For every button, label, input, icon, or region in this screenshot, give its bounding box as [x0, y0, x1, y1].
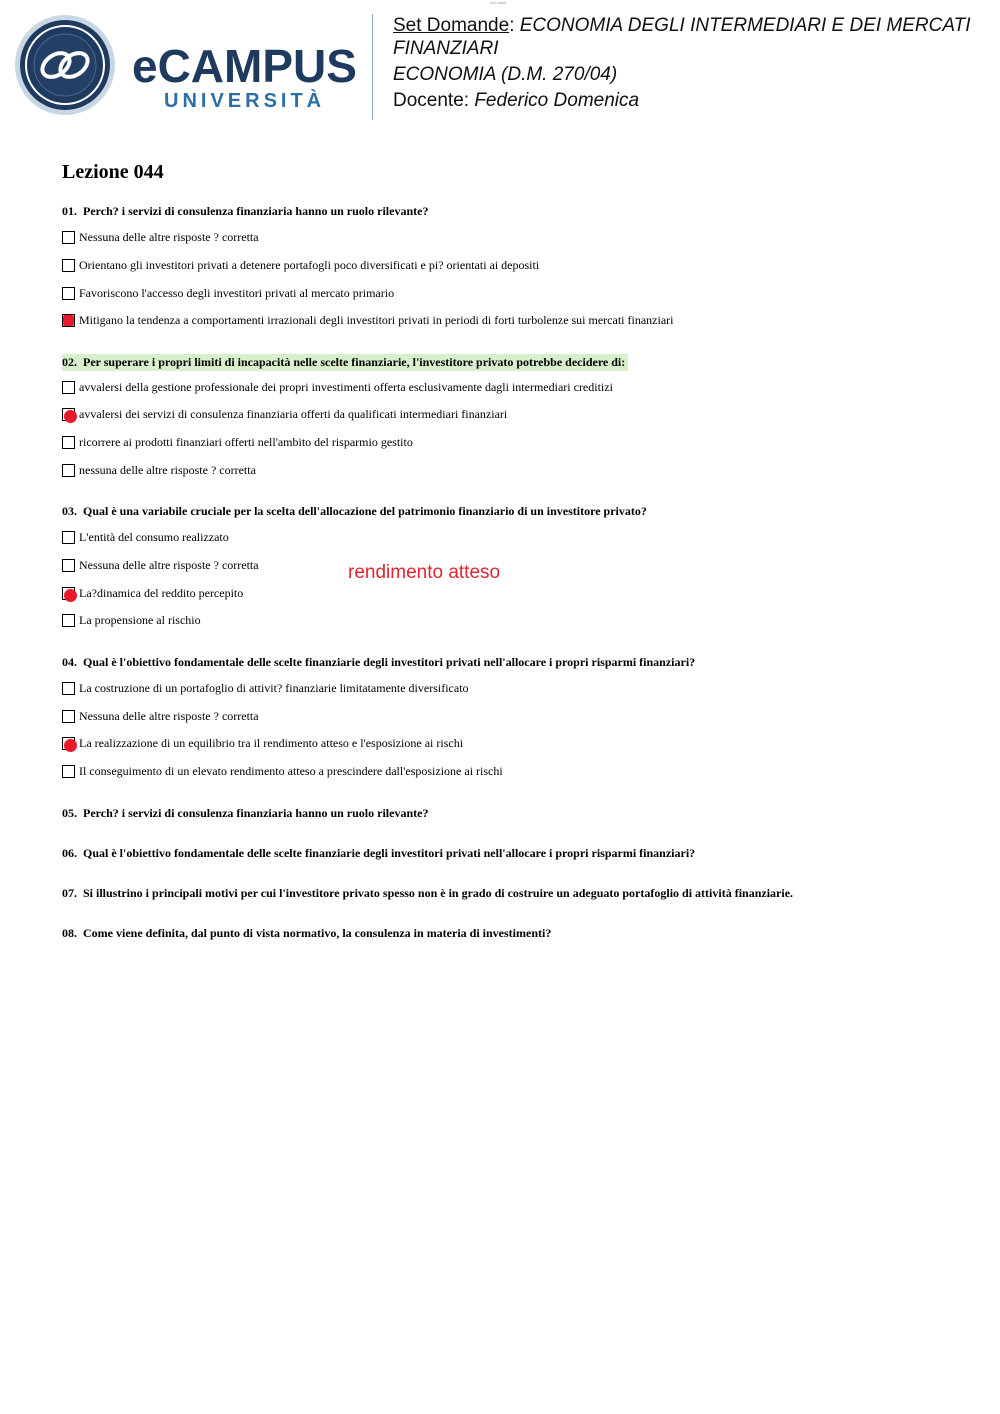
question-number: 07.: [62, 886, 77, 900]
question-number: 02.: [62, 355, 77, 369]
answer-text: Orientano gli investitori privati a detenere portafogli poco diversificati e pi? orientati ai depositi: [79, 257, 540, 272]
ecampus-logo: [14, 14, 359, 116]
answer-text: La realizzazione di un equilibrio tra il rendimento atteso e l'esposizione ai rischi: [79, 735, 464, 750]
checkbox-empty[interactable]: [62, 436, 75, 449]
answer-option[interactable]: [62, 434, 413, 450]
answer-text: Nessuna delle altre risposte ? corretta: [79, 557, 259, 572]
question-01: [62, 204, 428, 219]
answer-option[interactable]: [62, 406, 507, 422]
question-text: Come viene definita, dal punto di vista normativo, la consulenza in materia di investimenti?: [83, 926, 552, 940]
answer-option[interactable]: [62, 735, 463, 751]
answer-text: La?dinamica del reddito percepito: [79, 585, 244, 600]
answer-option[interactable]: [62, 257, 539, 273]
answer-option[interactable]: [62, 379, 613, 395]
teacher-name: Federico Domenica: [474, 90, 640, 111]
answer-option[interactable]: [62, 462, 256, 478]
answer-option[interactable]: [62, 708, 259, 724]
question-text: Qual è l'obiettivo fondamentale delle scelte finanziarie degli investitori privati nell'allocare i propri risparmi finanziari?: [83, 655, 696, 669]
teacher-label: Docente:: [393, 90, 475, 111]
answer-text: Nessuna delle altre risposte ? corretta: [79, 229, 259, 244]
lesson-title: Lezione 044: [62, 161, 164, 183]
question-number: 04.: [62, 655, 77, 669]
answer-option[interactable]: [62, 229, 259, 245]
answer-option[interactable]: [62, 612, 201, 628]
checkbox-empty[interactable]: [62, 614, 75, 627]
question-text: Perch? i servizi di consulenza finanziaria hanno un ruolo rilevante?: [83, 204, 429, 218]
checkbox-empty[interactable]: [62, 231, 75, 244]
answer-text: Mitigano la tendenza a comportamenti irrazionali degli investitori privati in periodi di forti turbolenze sui mercati finanziari: [79, 312, 674, 327]
set-label: Set Domande: [393, 15, 510, 36]
checkbox-empty[interactable]: [62, 531, 75, 544]
answer-text: Favoriscono l'accesso degli investitori privati al mercato primario: [79, 285, 395, 300]
checkbox-checked[interactable]: [62, 314, 75, 327]
checkbox-empty[interactable]: [62, 287, 75, 300]
answer-text: nessuna delle altre risposte ? corretta: [79, 462, 256, 477]
svg-text:eCAMPUS: eCAMPUS: [132, 40, 357, 92]
answer-text: La propensione al rischio: [79, 612, 201, 627]
answer-option[interactable]: [62, 680, 469, 696]
question-08: [62, 926, 551, 941]
course-header: [393, 14, 983, 112]
question-06: [62, 846, 695, 861]
question-number: 08.: [62, 926, 77, 940]
svg-text:UNIVERSITÀ: UNIVERSITÀ: [164, 90, 326, 112]
question-text: Perch? i servizi di consulenza finanziaria hanno un ruolo rilevante?: [83, 806, 429, 820]
checkbox-empty[interactable]: [62, 682, 75, 695]
checkbox-empty[interactable]: [62, 559, 75, 572]
question-text: Si illustrino i principali motivi per cui l'investitore privato spesso non è in grado di costruire un adeguato portafoglio di attività finanziarie.: [83, 886, 794, 900]
answer-text: L'entità del consumo realizzato: [79, 529, 229, 544]
checkbox-empty[interactable]: [62, 381, 75, 394]
question-number: 06.: [62, 846, 77, 860]
selection-mark-icon: [64, 410, 77, 423]
checkbox-checked[interactable]: [62, 587, 75, 600]
question-text: Qual è l'obiettivo fondamentale delle scelte finanziarie degli investitori privati nell'allocare i propri risparmi finanziari?: [83, 846, 696, 860]
question-number: 05.: [62, 806, 77, 820]
header-divider: [372, 14, 373, 120]
question-text: Qual è una variabile cruciale per la scelta dell'allocazione del patrimonio finanziario di un investitore privato?: [83, 504, 647, 518]
answer-option[interactable]: [62, 763, 503, 779]
set-separator: :: [509, 15, 520, 36]
selection-mark-icon: [64, 739, 77, 752]
answer-option[interactable]: [62, 557, 259, 573]
checkbox-empty[interactable]: [62, 710, 75, 723]
handwritten-annotation: rendimento atteso: [348, 562, 501, 583]
answer-text: avvalersi della gestione professionale dei propri investimenti offerta esclusivamente dagli intermediari creditizi: [79, 379, 613, 394]
question-03: [62, 504, 647, 519]
answer-text: ricorrere ai prodotti finanziari offerti nell'ambito del risparmio gestito: [79, 434, 413, 449]
question-04: [62, 655, 695, 670]
question-number: 01.: [62, 204, 77, 218]
answer-option[interactable]: [62, 529, 229, 545]
answer-option[interactable]: [62, 285, 394, 301]
answer-text: Nessuna delle altre risposte ? corretta: [79, 708, 259, 723]
question-text: Per superare i propri limiti di incapacità nelle scelte finanziarie, l'investitore privato potrebbe decidere di:: [83, 355, 626, 369]
selection-mark-icon: [64, 589, 77, 602]
answer-option[interactable]: [62, 585, 243, 601]
course-title: ECONOMIA DEGLI INTERMEDIARI E DEI MERCATI FINANZIARI: [393, 15, 971, 59]
checkbox-empty[interactable]: [62, 464, 75, 477]
checkbox-checked[interactable]: [62, 737, 75, 750]
answer-option[interactable]: [62, 312, 673, 328]
question-05: [62, 806, 428, 821]
program-name: ECONOMIA (D.M. 270/04): [393, 64, 618, 85]
question-07: [62, 886, 793, 901]
checkbox-empty[interactable]: [62, 765, 75, 778]
header-tiny-mark: eee esse: [490, 0, 507, 5]
answer-text: avvalersi dei servizi di consulenza finanziaria offerti da qualificati intermediari finanziari: [79, 406, 508, 421]
checkbox-checked[interactable]: [62, 408, 75, 421]
answer-text: La costruzione di un portafoglio di attivit? finanziarie limitatamente diversificato: [79, 680, 469, 695]
question-number: 03.: [62, 504, 77, 518]
checkbox-empty[interactable]: [62, 259, 75, 272]
selection-mark-icon: [63, 315, 74, 326]
answer-text: Il conseguimento di un elevato rendimento atteso a prescindere dall'esposizione ai rischi: [79, 763, 503, 778]
question-02: [62, 354, 628, 371]
